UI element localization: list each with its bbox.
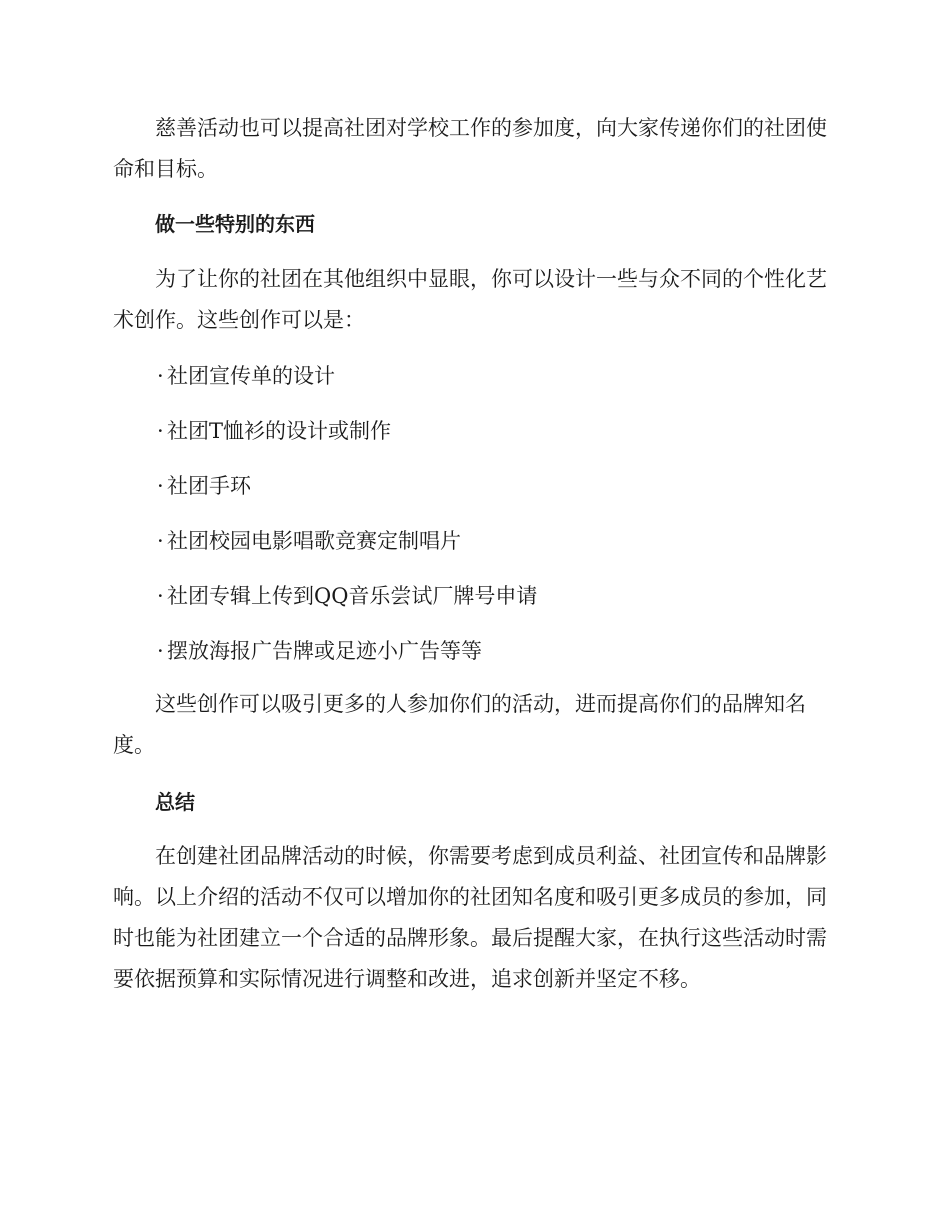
list-item bbox=[157, 636, 817, 666]
paragraph-charity: 慈善活动也可以提高社团对学校工作的参加度，向大家传递你们的社团使命和目标。 bbox=[113, 116, 827, 181]
list-item-text: 社团宣传单的设计 bbox=[167, 364, 335, 388]
bullet-marker: · bbox=[157, 474, 164, 498]
list-item bbox=[157, 416, 817, 446]
list-item-text: 社团手环 bbox=[167, 474, 251, 498]
bullet-marker: · bbox=[157, 584, 164, 608]
paragraph-special-creations: 为了让你的社团在其他组织中显眼，你可以设计一些与众不同的个性化艺术创作。这些创作可以是： bbox=[113, 267, 827, 332]
list-item-text: 社团专辑上传到QQ音乐尝试厂牌号申请 bbox=[167, 584, 538, 608]
section-heading-special: 做一些特别的东西 bbox=[155, 212, 315, 236]
section-heading-summary: 总结 bbox=[155, 790, 195, 814]
list-item bbox=[157, 526, 817, 556]
bullet-marker: · bbox=[157, 529, 164, 553]
paragraph-effect: 这些创作可以吸引更多的人参加你们的活动，进而提高你们的品牌知名度。 bbox=[113, 692, 806, 757]
list-item-text: 社团校园电影唱歌竞赛定制唱片 bbox=[167, 529, 461, 553]
list-item bbox=[157, 361, 817, 391]
bullet-marker: · bbox=[157, 364, 164, 388]
bullet-marker: · bbox=[157, 419, 164, 443]
paragraph-summary: 在创建社团品牌活动的时候，你需要考虑到成员利益、社团宣传和品牌影响。以上介绍的活动不仅可以增加你的社团知名度和吸引更多成员的参加，同时也能为社团建立一个合适的品牌形象。最后提醒大家，在执行这些活动时需要依据预算和实际情况进行调整和改进，追求创新并坚定不移。 bbox=[113, 844, 827, 991]
bullet-marker: · bbox=[157, 639, 164, 663]
list-item-text: 社团T恤衫的设计或制作 bbox=[167, 419, 392, 443]
list-item-text: 摆放海报广告牌或足迹小广告等等 bbox=[167, 639, 482, 663]
list-item bbox=[157, 471, 817, 501]
list-item bbox=[157, 581, 817, 611]
